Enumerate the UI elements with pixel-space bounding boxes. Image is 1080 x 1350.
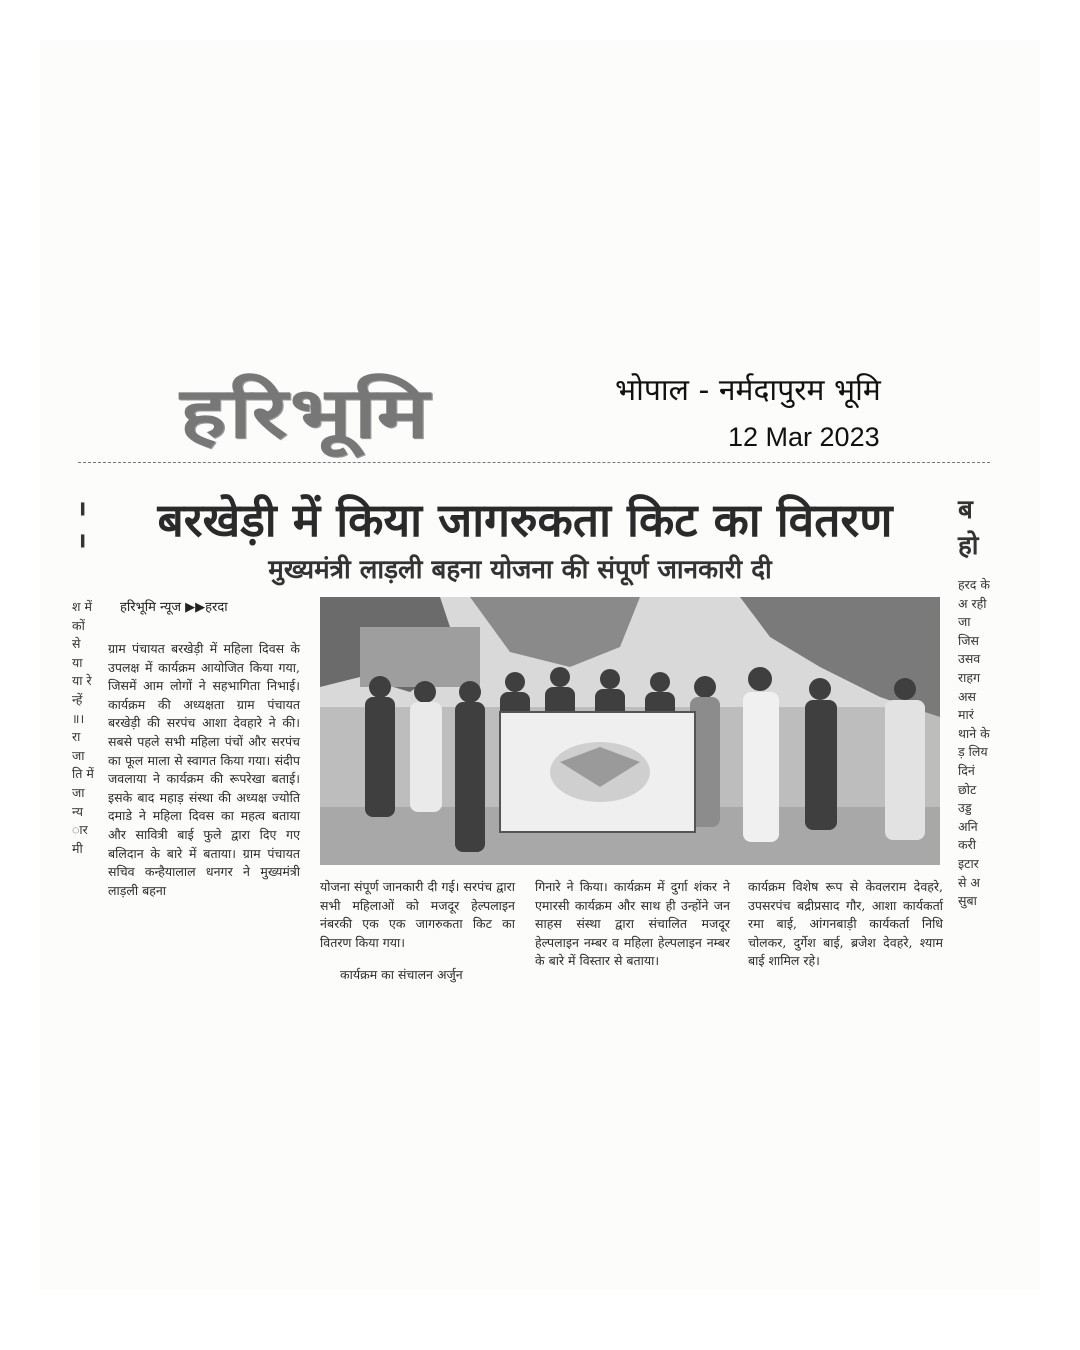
left-column-fragment: श में कों से या या रे न्हें ॥। रा जा ति में जा न्य ार मी bbox=[72, 599, 94, 856]
article-column-1 bbox=[108, 640, 300, 900]
article-paragraph: योजना संपूर्ण जानकारी दी गई। सरपंच द्वारा सभी महिलाओं को मजदूर हेल्पलाइन नंबरकी एक एक जागरुकता किट का वितरण किया गया। bbox=[320, 879, 515, 950]
publication-date: 12 Mar 2023 bbox=[728, 422, 880, 452]
article-headline: बरखेड़ी में किया जागरुकता किट का वितरण bbox=[157, 493, 893, 547]
adjacent-article-headline: ब हो bbox=[958, 495, 979, 561]
article-paragraph: गिनारे ने किया। कार्यक्रम में दुर्गा शंकर ने एमारसी कार्यक्रम और साथ ही उन्होंने जन साहस संस्था द्वारा संचालित मजदूर हेल्पलाइन नम्बर व महिला हेल्पलाइन नम्बर के बारे में विस्तार से बताया। bbox=[535, 879, 730, 969]
article-subheadline: मुख्यमंत्री लाड़ली बहना योजना की संपूर्ण जानकारी दी bbox=[268, 555, 772, 585]
left-column-marks: ╻ ╻ bbox=[76, 491, 90, 548]
article-column-3 bbox=[535, 878, 730, 971]
article-paragraph: ग्राम पंचायत बरखेड़ी में महिला दिवस के उपलक्ष में कार्यक्रम आयोजित किया गया, जिसमें आम लोगों ने सहभागिता निभाई। कार्यक्रम की अध्यक्षता ग्राम पंचायत बरखेड़ी की सरपंच आशा देवहारे ने की। सबसे पहले सभी महिला पंचों और सरपंच का फूल माला से स्वागत किया गया। संदीप जवलाया ने कार्यक्रम की रूपरेखा बताई। इसके बाद महाड़ संस्था की अध्यक्ष ज्योति दमाडे ने महिला दिवस का महत्व बताया और सावित्री बाई फुले द्वारा दिए गए बलिदान के बारे में बताया। ग्राम पंचायत सचिव कन्हैयालाल धनगर ने मुख्यमंत्री लाड़ली बहना bbox=[108, 641, 300, 898]
article-paragraph: कार्यक्रम का संचालन अर्जुन bbox=[340, 967, 463, 983]
article-column-2 bbox=[320, 878, 515, 985]
header-divider bbox=[78, 462, 990, 463]
article-byline: हरिभूमि न्यूज ▶▶हरदा bbox=[120, 600, 228, 615]
article-column-4 bbox=[748, 878, 943, 971]
edition-name: भोपाल - नर्मदापुरम भूमि bbox=[615, 373, 881, 408]
newspaper-masthead: हरिभूमि bbox=[180, 372, 432, 454]
adjacent-article-fragment: हरद के अ रही जा जिस उसव राहग अस मारं थाने के ड़ लिय दिनं छोट उड्ड अनि करी इटार से अ सुबा bbox=[958, 577, 990, 909]
article-photo bbox=[320, 597, 940, 865]
article-paragraph: कार्यक्रम विशेष रूप से केवलराम देवहरे, उपसरपंच बद्रीप्रसाद गौर, आशा कार्यकर्ता रमा बाई, आंगनबाड़ी कार्यकर्ता निधि चोलकर, दुर्गेश बाई, ब्रजेश देवहरे, श्याम बाई शामिल रहे। bbox=[748, 879, 943, 969]
